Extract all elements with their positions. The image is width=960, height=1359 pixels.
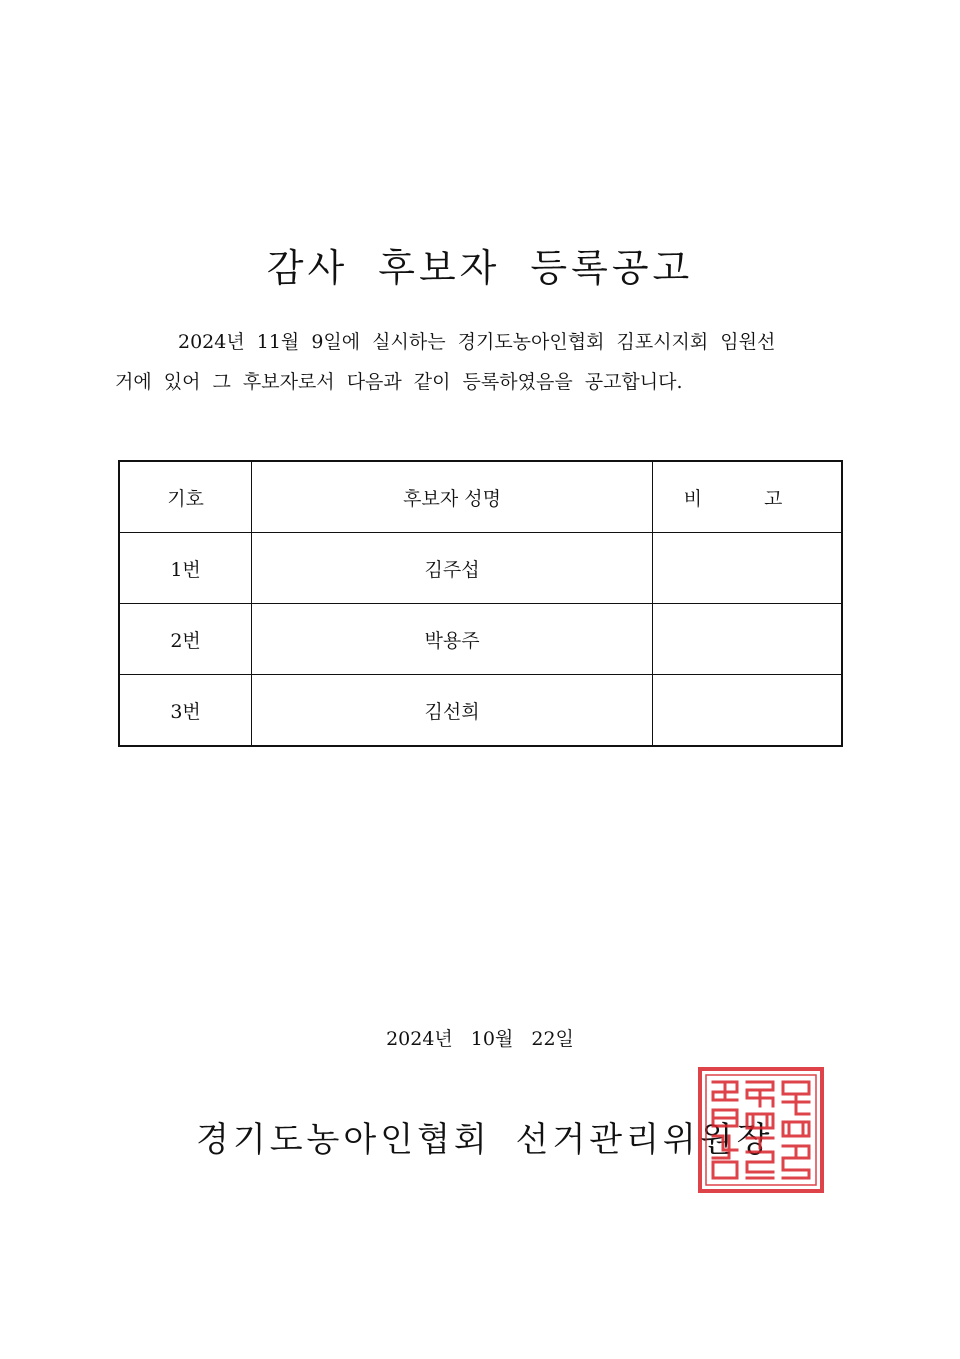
header-remark: 비 고 [652, 461, 842, 533]
table-row [119, 675, 842, 747]
candidate-remark [652, 675, 842, 747]
official-seal-icon [697, 1066, 825, 1194]
candidate-number: 3번 [119, 675, 252, 747]
header-number: 기호 [119, 461, 252, 533]
candidate-name: 박용주 [252, 604, 653, 675]
announcement-line-2: 거에 있어 그 후보자로서 다음과 같이 등록하였음을 공고합니다. [115, 371, 683, 393]
table-header-row [119, 461, 842, 533]
announcement-date: 2024년 10월 22일 [386, 1028, 574, 1050]
candidate-name: 김주섭 [252, 533, 653, 604]
announcement-body [115, 322, 850, 402]
table-row [119, 533, 842, 604]
issuer-signature: 경기도농아인협회 선거관리위원장 [196, 1120, 774, 1160]
header-candidate-name: 후보자 성명 [252, 461, 653, 533]
candidate-name: 김선희 [252, 675, 653, 747]
candidate-number: 2번 [119, 604, 252, 675]
page-title: 감사 후보자 등록공고 [266, 246, 694, 291]
table-row [119, 604, 842, 675]
announcement-line-1: 2024년 11월 9일에 실시하는 경기도농아인협회 김포시지회 임원선 [178, 331, 776, 353]
candidate-number: 1번 [119, 533, 252, 604]
candidate-table [118, 460, 843, 747]
candidate-remark [652, 604, 842, 675]
candidate-remark [652, 533, 842, 604]
